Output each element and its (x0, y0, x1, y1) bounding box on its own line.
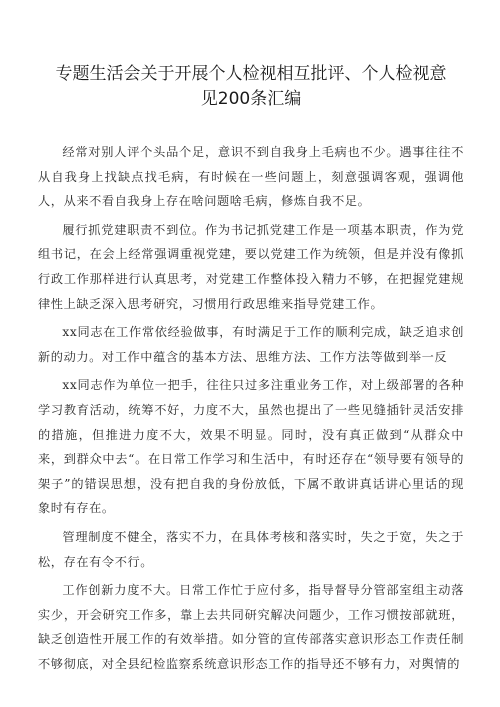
paragraph: 工作创新力度不大。日常工作忙于应付多，指导督导分管部室组主动落实少，开会研究工作多，靠上去共同研究解决问题少，工作习惯按部就班，缺乏创造性开展工作的有效举措。如分管的宣传部落实意识形态工作责任制不够彻底，对全县纪检监察系统意识形态工作的指导还不够有力，对舆情的 (38, 583, 464, 671)
title-line-1: 专题生活会关于开展个人检视相互批评、个人检视意 (55, 64, 447, 84)
title-line-2: 见200条汇编 (200, 89, 302, 109)
paragraph: 履行抓党建职责不到位。作为书记抓党建工作是一项基本职责，作为党组书记，在会上经常强调重视党建，要以党建工作为统领，但是并没有像抓行政工作那样进行认真思考，对党建工作整体投入精力不够，在把握党建规律性上缺乏深入思考研究，习惯用行政思维来指导党建工作。 (38, 222, 464, 311)
paragraph: 管理制度不健全，落实不力，在具体考核和落实时，失之于宽，失之于松，存在有令不行。 (38, 529, 464, 569)
paragraph: xx同志在工作常依经验做事，有时满足于工作的顺利完成，缺乏追求创新的动力。对工作中蕴含的基本方法、思维方法、工作方法等做到举一反 (38, 325, 464, 364)
document-body (38, 140, 464, 676)
document-title (38, 62, 464, 112)
paragraph: xx同志作为单位一把手，往往只过多注重业务工作，对上级部署的各种学习教育活动，统筹不好，力度不大，虽然也提出了一些见缝插针灵活安排的措施，但推进力度不大，效果不明显。同时，没有真正做到“从群众中来，到群众中去“。在日常工作学习和生活中，有时还存在“领导要有领导的架子”的错误思想，没有把自我的身份放低，下属不敢讲真话讲心里话的现象时有存在。 (38, 378, 464, 516)
paragraph: 经常对别人评个头品个足，意识不到自我身上毛病也不少。遇事往往不从自我身上找缺点找毛病，有时候在一些问题上，刻意强调客观，强调他人，从来不看自我身上存在啥问题啥毛病，修炼自我不足。 (38, 145, 464, 209)
